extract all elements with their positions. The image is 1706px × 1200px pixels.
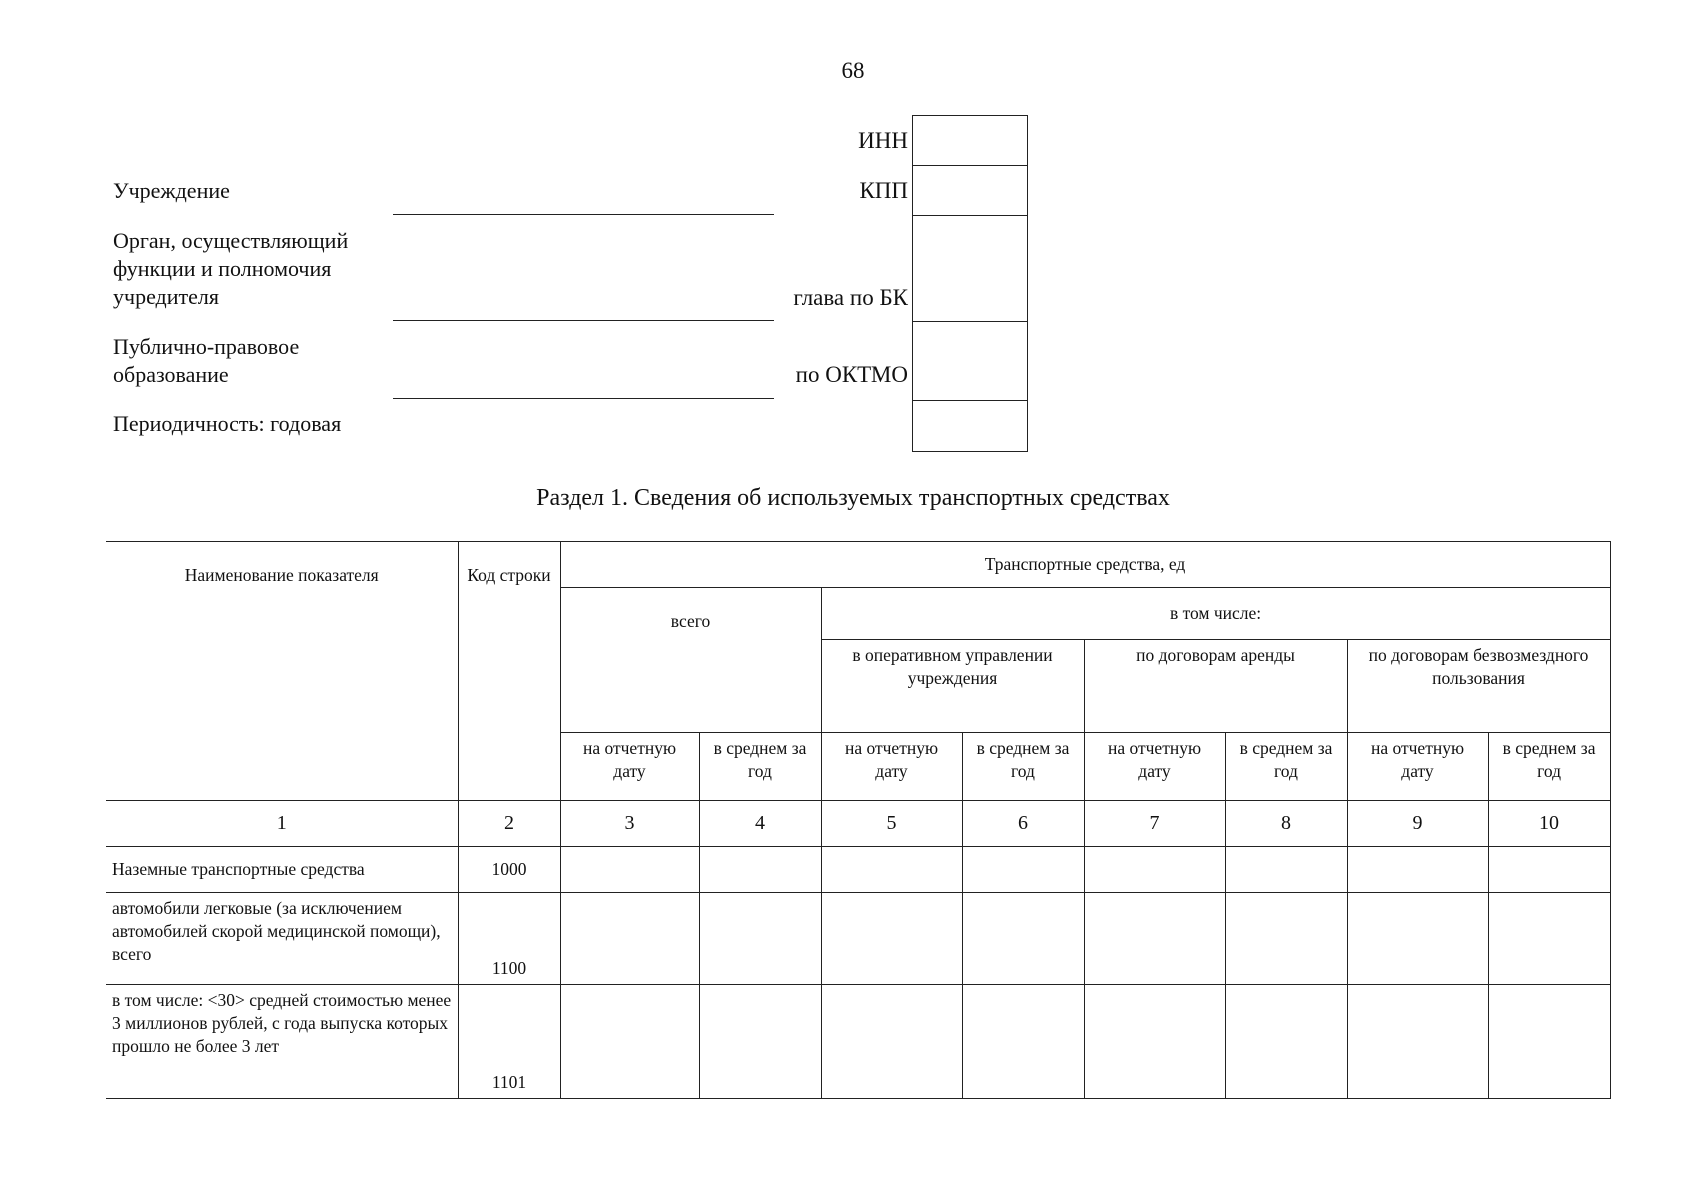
institution-field[interactable]	[393, 214, 774, 215]
column-number: 7	[1084, 801, 1225, 847]
codes-box	[912, 115, 1028, 452]
row-code: 1000	[458, 847, 560, 893]
header-vehicles: Транспортные средства, ед	[560, 542, 1610, 588]
column-number: 6	[962, 801, 1084, 847]
header-average: в среднем за год	[1488, 733, 1610, 801]
data-cell[interactable]	[821, 847, 962, 893]
kpp-label: КПП	[859, 178, 908, 203]
data-cell[interactable]	[1084, 847, 1225, 893]
header-on-date: на отчетную дату	[560, 733, 699, 801]
data-cell[interactable]	[560, 893, 699, 985]
row-name: в том числе: <30> средней стоимостью менее 3 миллионов рублей, с года выпуска которых прошло не более 3 лет	[106, 985, 458, 1099]
data-cell[interactable]	[699, 985, 821, 1099]
header-row-code: Код строки	[458, 542, 560, 801]
periodicity-label: Периодичность: годовая	[113, 411, 342, 436]
data-cell[interactable]	[1084, 893, 1225, 985]
data-cell[interactable]	[1225, 847, 1347, 893]
header-average: в среднем за год	[962, 733, 1084, 801]
data-cell[interactable]	[699, 893, 821, 985]
data-cell[interactable]	[1347, 985, 1488, 1099]
data-cell[interactable]	[1225, 985, 1347, 1099]
data-cell[interactable]	[699, 847, 821, 893]
header-on-date: на отчетную дату	[821, 733, 962, 801]
public-entity-label: Публично-правовое образование	[113, 334, 300, 387]
kpp-cell[interactable]	[913, 166, 1027, 216]
column-number: 3	[560, 801, 699, 847]
row-name: автомобили легковые (за исключением автомобилей скорой медицинской помощи), всего	[106, 893, 458, 985]
oktmo-label: по ОКТМО	[795, 362, 908, 387]
column-number: 10	[1488, 801, 1610, 847]
chapter-cell[interactable]	[913, 216, 1027, 322]
data-cell[interactable]	[821, 893, 962, 985]
table-row	[106, 985, 1610, 1099]
data-cell[interactable]	[560, 985, 699, 1099]
header-total: всего	[560, 588, 821, 733]
header-lease: по договорам аренды	[1084, 640, 1347, 733]
row-code: 1101	[458, 985, 560, 1099]
data-cell[interactable]	[962, 893, 1084, 985]
table-row	[106, 893, 1610, 985]
header-free-use: по договорам безвозмездного пользования	[1347, 640, 1610, 733]
column-number: 2	[458, 801, 560, 847]
row-name: Наземные транспортные средства	[106, 847, 458, 893]
data-cell[interactable]	[1347, 893, 1488, 985]
data-cell[interactable]	[1225, 893, 1347, 985]
section-title: Раздел 1. Сведения об используемых транспортных средствах	[536, 485, 1170, 511]
oktmo-cell[interactable]	[913, 322, 1027, 401]
data-cell[interactable]	[962, 847, 1084, 893]
header-on-date: на отчетную дату	[1084, 733, 1225, 801]
vehicles-table	[106, 541, 1611, 1099]
chapter-label: глава по БК	[793, 285, 908, 310]
data-cell[interactable]	[1488, 847, 1610, 893]
row-code: 1100	[458, 893, 560, 985]
column-number-row	[106, 801, 1610, 847]
column-number: 8	[1225, 801, 1347, 847]
data-cell[interactable]	[1347, 847, 1488, 893]
column-number: 4	[699, 801, 821, 847]
column-number: 9	[1347, 801, 1488, 847]
inn-label: ИНН	[858, 128, 908, 153]
data-cell[interactable]	[1084, 985, 1225, 1099]
header-on-date: на отчетную дату	[1347, 733, 1488, 801]
header-indicator-name: Наименование показателя	[106, 542, 458, 801]
data-cell[interactable]	[560, 847, 699, 893]
column-number: 1	[106, 801, 458, 847]
data-cell[interactable]	[1488, 893, 1610, 985]
public-entity-field[interactable]	[393, 398, 774, 399]
page-number: 68	[841, 58, 865, 83]
founder-label: Орган, осуществляющий функции и полномочия учредителя	[113, 228, 349, 309]
periodicity-cell[interactable]	[913, 401, 1027, 450]
data-cell[interactable]	[1488, 985, 1610, 1099]
header-operational: в оперативном управлении учреждения	[821, 640, 1084, 733]
table-row	[106, 847, 1610, 893]
founder-field[interactable]	[393, 320, 774, 321]
column-number: 5	[821, 801, 962, 847]
inn-cell[interactable]	[913, 116, 1027, 166]
header-average: в среднем за год	[699, 733, 821, 801]
header-including: в том числе:	[821, 588, 1610, 640]
data-cell[interactable]	[821, 985, 962, 1099]
data-cell[interactable]	[962, 985, 1084, 1099]
header-average: в среднем за год	[1225, 733, 1347, 801]
institution-label: Учреждение	[113, 178, 230, 203]
